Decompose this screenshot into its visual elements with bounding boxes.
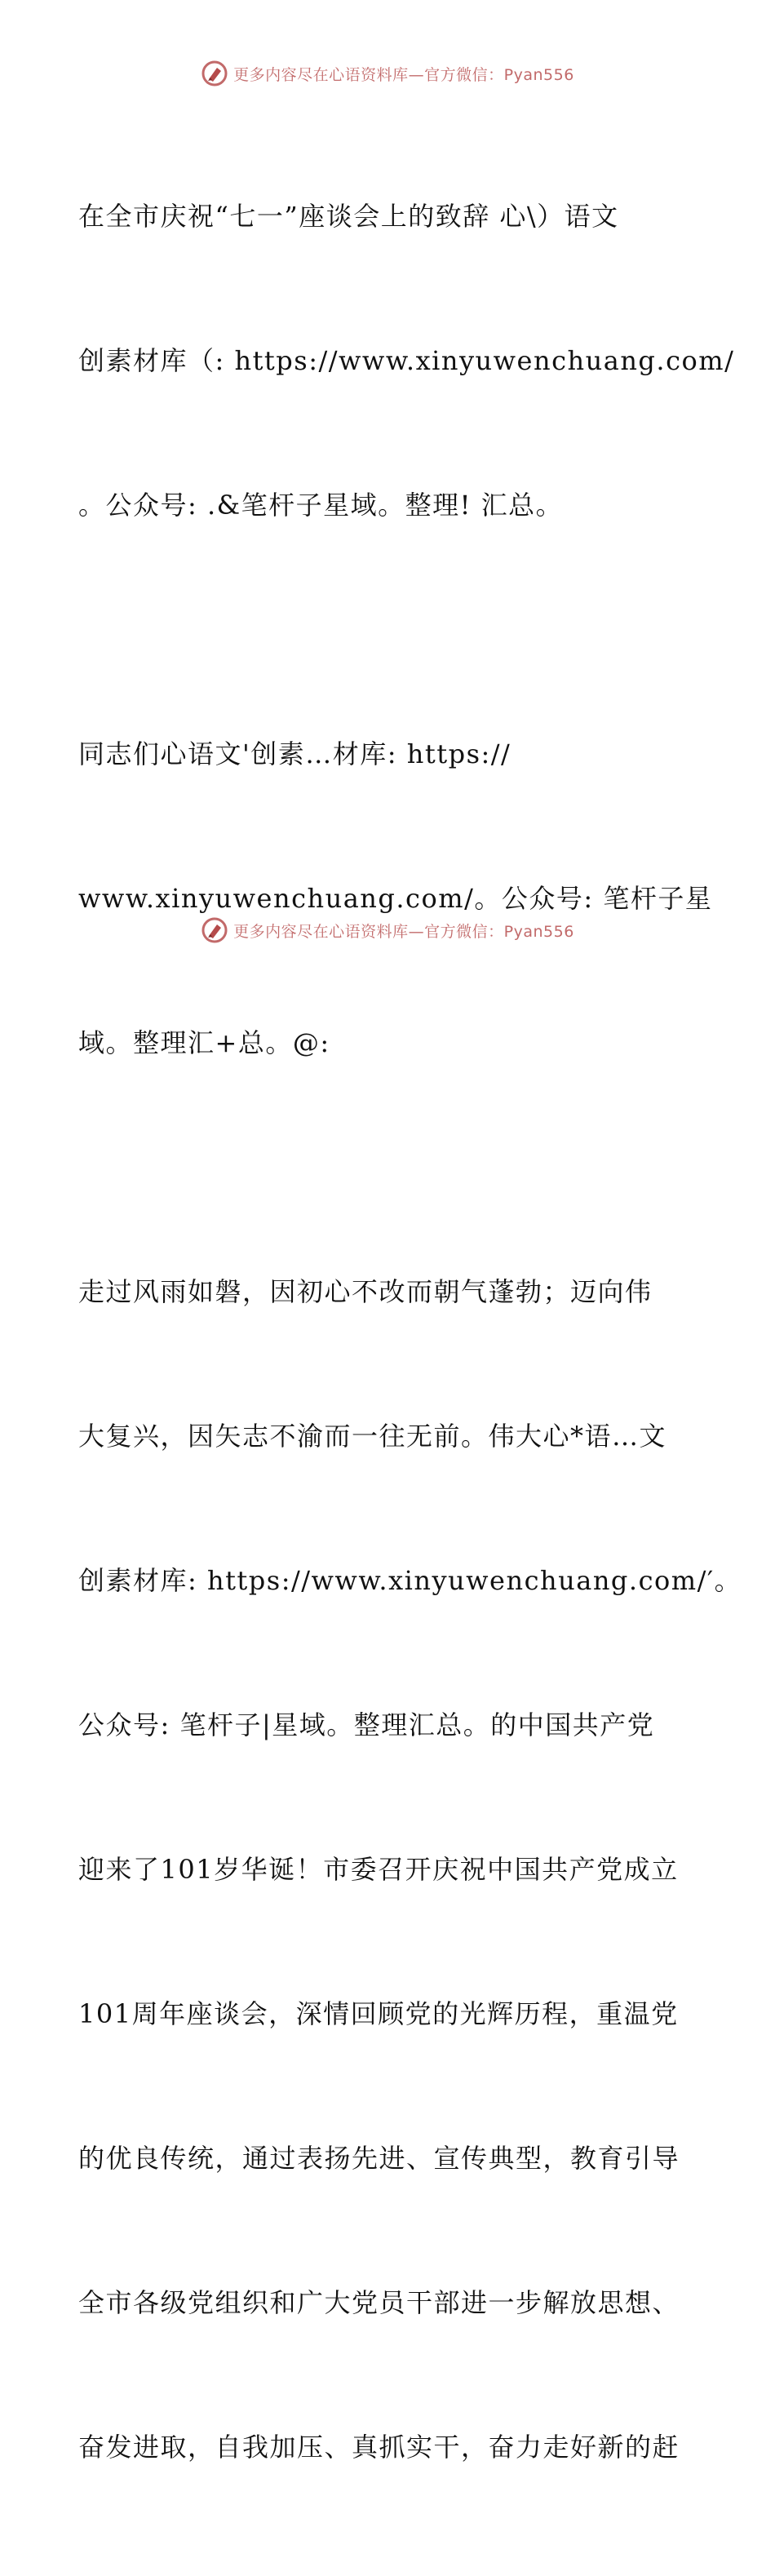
footer-banner-text: 更多内容尽在心语资料库—官方微信：Pyan556 bbox=[233, 922, 574, 941]
document-body bbox=[78, 96, 742, 2576]
text-line: 大复兴，因矢志不渝而一往无前。伟大心*语…文 bbox=[78, 1421, 667, 1452]
text-line: 全市各级党组织和广大党员干部进一步解放思想、 bbox=[78, 2287, 680, 2318]
paragraph-body bbox=[78, 1172, 742, 2568]
text-line: 迎来了101岁华诞！市委召开庆祝中国共产党成立 bbox=[78, 1854, 679, 1885]
text-line: 创素材库: https://www.xinyuwenchuang.com/′。 bbox=[78, 1565, 742, 1596]
text-line: 奋发进取，自我加压、真抓实干，奋力走好新的赶 bbox=[78, 2432, 680, 2463]
paragraph-salutation bbox=[78, 634, 713, 1164]
text-line: 101周年座谈会，深情回顾党的光辉历程，重温党 bbox=[78, 1998, 679, 2029]
text-line: 的优良传统，通过表扬先进、宣传典型，教育引导 bbox=[78, 2143, 680, 2174]
header-banner-text: 更多内容尽在心语资料库—官方微信：Pyan556 bbox=[233, 65, 574, 84]
text-line: 创素材库（: https://www.xinyuwenchuang.com/ bbox=[78, 345, 735, 376]
paragraph-title bbox=[78, 96, 735, 626]
header-banner bbox=[0, 57, 775, 90]
text-line: 域。整理汇+总。@: bbox=[78, 1027, 330, 1058]
pen-nib-logo-icon bbox=[201, 916, 228, 944]
text-line: www.xinyuwenchuang.com/。公众号: 笔杆子星 bbox=[78, 883, 713, 914]
text-line: 。公众号: .&笔杆子星域。整理! 汇总。 bbox=[78, 490, 564, 521]
text-line: 走过风雨如磐，因初心不改而朝气蓬勃；迈向伟 bbox=[78, 1276, 653, 1307]
text-line: 同志们心语文'创素…材库: https:// bbox=[78, 738, 512, 769]
text-line: 公众号: 笔杆子|星域。整理汇总。的中国共产党 bbox=[78, 1709, 655, 1740]
text-line: 在全市庆祝“七一”座谈会上的致辞 心\）语文 bbox=[78, 201, 619, 232]
footer-banner bbox=[0, 914, 775, 947]
pen-nib-logo-icon bbox=[201, 60, 228, 87]
